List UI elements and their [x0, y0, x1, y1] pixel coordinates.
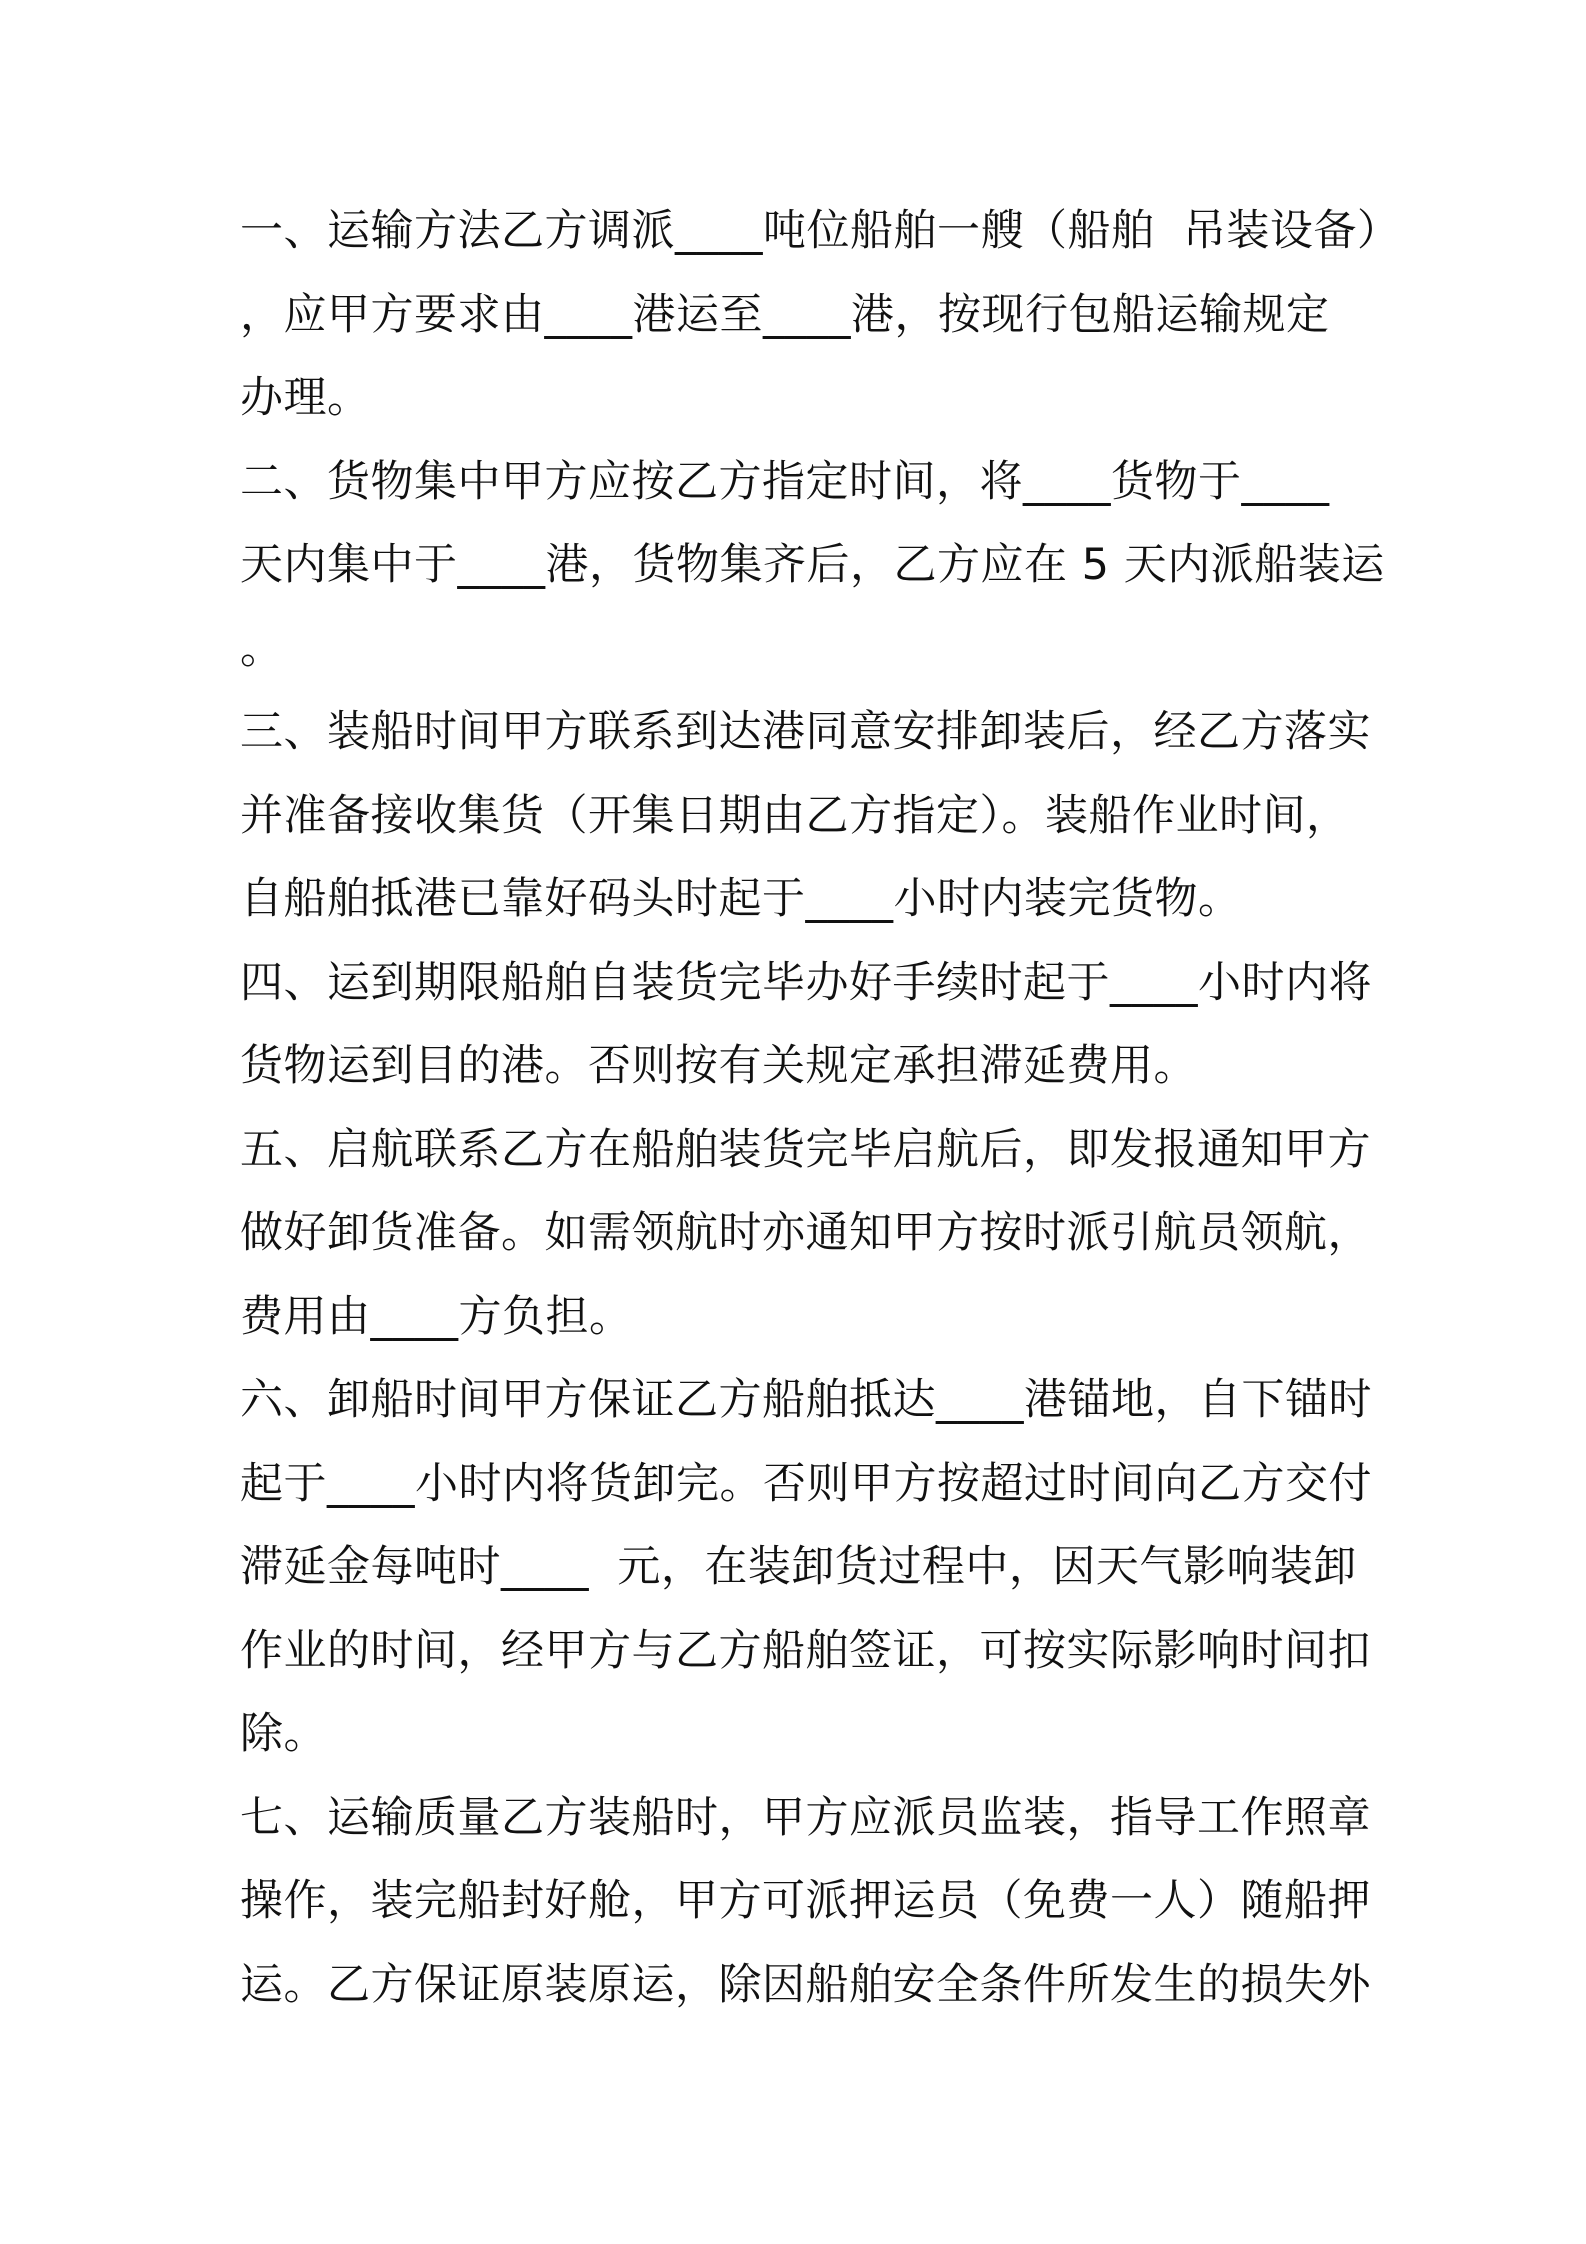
text-line: 六、卸船时间甲方保证乙方船舶抵达____港锚地，自下锚时 — [240, 1375, 1372, 1425]
text-line: 一、运输方法乙方调派____吨位船舶一艘（船舶 吊装设备） — [240, 206, 1401, 256]
text-line: 三、装船时间甲方联系到达港同意安排卸装后，经乙方落实 — [240, 707, 1371, 757]
text-line: 起于____小时内将货卸完。否则甲方按超过时间向乙方交付 — [240, 1458, 1372, 1509]
text-line: 五、启航联系乙方在船舶装货完毕启航后，即发报通知甲方 — [240, 1124, 1371, 1175]
text-line: 除。 — [240, 1709, 327, 1759]
text-line: ，应甲方要求由____港运至____港，按现行包船运输规定 — [240, 289, 1330, 340]
text-line: 天内集中于____港，货物集齐后，乙方应在 5 天内派船装运 — [240, 540, 1385, 590]
contract-text — [240, 190, 1401, 2027]
text-line: 运。乙方保证原装原运，除因船舶安全条件所发生的损失外 — [240, 1959, 1371, 2010]
text-line: 二、货物集中甲方应按乙方指定时间，将____货物于____ — [240, 456, 1330, 507]
text-line: 。 — [240, 623, 284, 674]
text-line: 做好卸货准备。如需领航时亦通知甲方按时派引航员领航， — [240, 1208, 1371, 1258]
text-line: 滞延金每吨时____ 元，在装卸货过程中，因天气影响装卸 — [240, 1542, 1357, 1592]
text-line: 办理。 — [240, 373, 371, 423]
text-line: 货物运到目的港。否则按有关规定承担滞延费用。 — [240, 1041, 1197, 1091]
text-line: 四、运到期限船舶自装货完毕办好手续时起于____小时内将 — [240, 957, 1372, 1008]
text-line: 费用由____方负担。 — [240, 1291, 633, 1342]
text-line: 自船舶抵港已靠好码头时起于____小时内装完货物。 — [240, 874, 1242, 924]
text-line: 操作，装完船封好舱，甲方可派押运员（免费一人）随船押 — [240, 1876, 1371, 1926]
text-line: 作业的时间，经甲方与乙方船舶签证，可按实际影响时间扣 — [240, 1625, 1371, 1676]
text-line: 并准备接收集货（开集日期由乙方指定）。装船作业时间， — [240, 790, 1350, 841]
text-line: 七、运输质量乙方装船时，甲方应派员监装，指导工作照章 — [240, 1792, 1371, 1843]
